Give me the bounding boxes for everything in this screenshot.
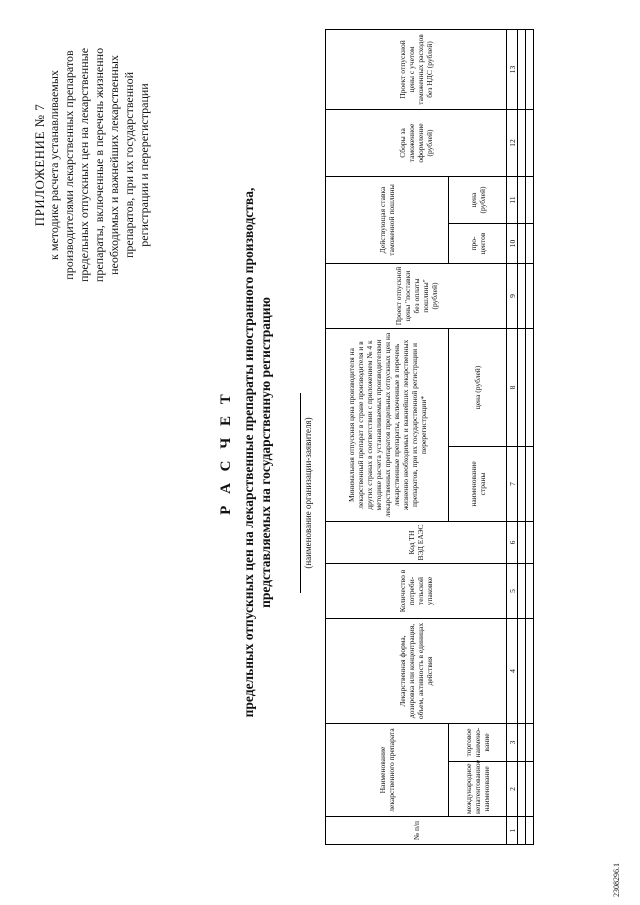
empty-cell [526, 328, 534, 446]
appendix-line: необходимых и важнейших лекарственных [107, 55, 121, 275]
appendix-line: регистрации и перерегистрации [137, 83, 151, 247]
column-number: 7 [507, 447, 518, 522]
empty-cell [518, 724, 526, 762]
header-min-price: Минимальная отпускная цена производителя на лекарственный препарат в стране производителя и в других странах в соответствии с приложением № 4 к методике расчета устанавливаемых производителями лекарственных препаратов предельных отпускных цен на лекарственные препараты, включенные в перечень жизненно необходимых и важнейших лекарственных препаратов, при их государственной регистрации и перерегистрации* [326, 328, 449, 521]
appendix-line: к методике расчета устанавливаемых [47, 70, 61, 260]
column-number: 10 [507, 223, 518, 263]
header-country: наименование страны [449, 447, 507, 522]
appendix-line: производителями лекарственных препаратов [62, 50, 76, 280]
empty-cell [518, 328, 526, 446]
empty-cell [518, 447, 526, 522]
empty-cell [518, 29, 526, 109]
table-row [518, 29, 526, 844]
column-number: 13 [507, 29, 518, 109]
empty-cell [526, 724, 534, 762]
organization-caption: (наименование организации-заявителя) [303, 417, 313, 569]
appendix-line: препаратов, при их государственной [122, 71, 136, 259]
empty-cell [518, 176, 526, 223]
subtitle-line: представляемых на государственную регистрацию [258, 297, 273, 608]
subtitle-line: предельных отпускных цен на лекарственные препараты иностранного производства, [241, 187, 256, 718]
header-inn: международное непатентованное наименование [449, 762, 507, 817]
header-price-project: Проект отпускной цены "поставки без оплаты пошлины" (рублей) [326, 263, 507, 328]
header-trade-name: торговое наимено-вание [449, 724, 507, 762]
header-final-price: Проект отпускной цены с учетом таможенных расходов без НДС (рублей) [326, 29, 507, 109]
header-dosage-form: Лекарственная форма, дозировка или концентрация, объем, активность в единицах действия [326, 619, 507, 724]
column-number: 8 [507, 328, 518, 446]
document-number: 2308296.1 [612, 863, 621, 897]
column-number: 5 [507, 564, 518, 619]
empty-cell [526, 176, 534, 223]
appendix-block [32, 15, 152, 315]
header-number: № п/п [326, 817, 507, 845]
empty-cell [518, 564, 526, 619]
document-title: Р А С Ч Е Т [218, 390, 234, 515]
column-number: 1 [507, 817, 518, 845]
column-number: 12 [507, 109, 518, 176]
column-number: 9 [507, 263, 518, 328]
empty-cell [518, 223, 526, 263]
column-number: 3 [507, 724, 518, 762]
empty-cell [526, 109, 534, 176]
empty-cell [518, 817, 526, 845]
header-price-rub: цена (рублей) [449, 328, 507, 446]
empty-cell [518, 263, 526, 328]
empty-cell [518, 109, 526, 176]
header-tnved-code: Код ТН ВЭД ЕАЭС [326, 522, 507, 564]
column-number: 2 [507, 762, 518, 817]
empty-cell [518, 522, 526, 564]
header-row [326, 29, 449, 844]
header-percent: про-центов [449, 223, 507, 263]
calculation-table [325, 29, 534, 845]
appendix-title: ПРИЛОЖЕНИЕ № 7 [32, 103, 47, 227]
empty-cell [526, 263, 534, 328]
header-quantity: Количество в потреби-тельской упаковке [326, 564, 507, 619]
empty-cell [526, 522, 534, 564]
document-subtitle [240, 100, 274, 805]
header-drug-name: Наименование лекарственного препарата [326, 724, 449, 817]
column-number: 6 [507, 522, 518, 564]
empty-cell [518, 619, 526, 724]
empty-cell [526, 762, 534, 817]
appendix-line: препараты, включенные в перечень жизненно [92, 47, 106, 283]
empty-cell [526, 817, 534, 845]
column-number: 4 [507, 619, 518, 724]
column-number-row [507, 29, 518, 844]
empty-cell [526, 447, 534, 522]
empty-cell [526, 223, 534, 263]
empty-cell [526, 564, 534, 619]
organization-name-line [300, 393, 301, 593]
empty-cell [526, 619, 534, 724]
empty-cell [526, 29, 534, 109]
appendix-line: предельных отпускных цен на лекарственные [77, 47, 91, 283]
column-number: 11 [507, 176, 518, 223]
empty-cell [518, 762, 526, 817]
header-duty-rub: цена (рублей) [449, 176, 507, 223]
header-customs-duty: Действующая ставка таможенной пошлины [326, 176, 449, 263]
table-row [526, 29, 534, 844]
header-customs-fees: Сборы за таможенное оформление (рублей) [326, 109, 507, 176]
